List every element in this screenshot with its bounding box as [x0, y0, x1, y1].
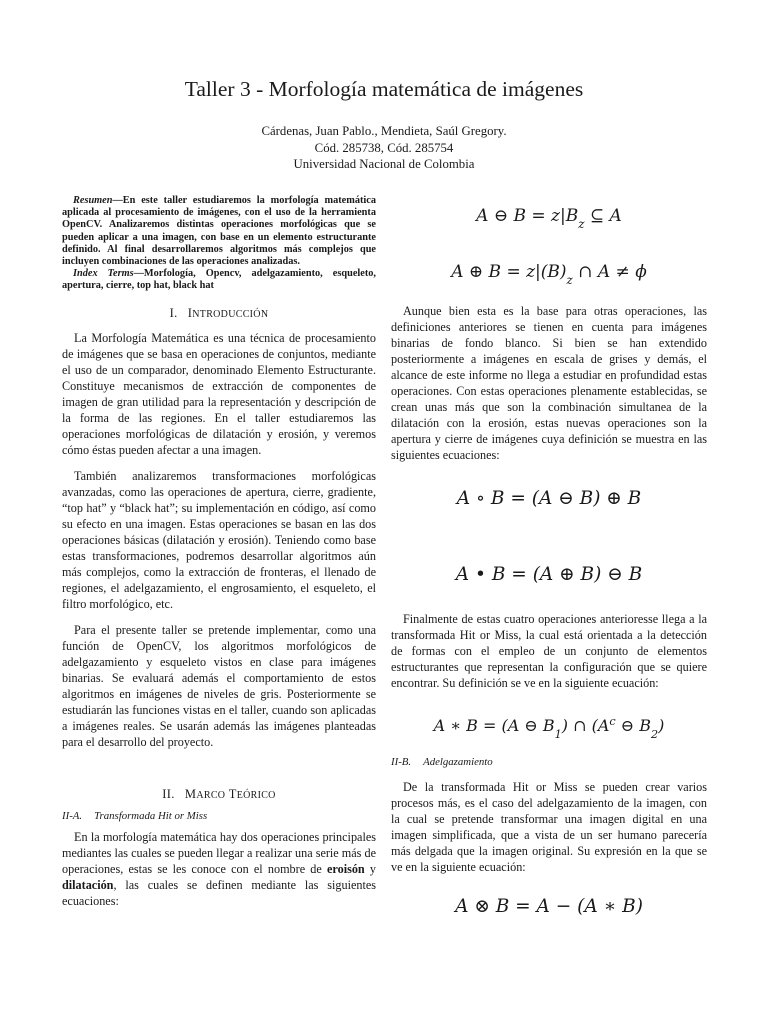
paragraph	[62, 829, 376, 909]
subsection-heading-hit-or-miss	[62, 809, 376, 823]
equation-text: A • B = (A ⊕ B) ⊖ B	[455, 564, 643, 585]
equation-dilation	[391, 257, 707, 287]
equation-text: A ⊗ B = A − (A ∗ B)	[455, 896, 643, 917]
paragraph: La Morfología Matemática es una técnica de procesamiento de imágenes que se basa en operaciones de conjuntos, mediante el uso de un comparador, denominado Elemento Estructurante. Constituye mecanismos de extracción de componentes de imagen de gran utilidad para la representación y descripción de la forma de las regiones. En el taller estudiaremos las operaciones morfológicas de dilatación y erosión, y veremos cómo éstas pueden afectar a una imagen.	[62, 330, 376, 457]
section-title-initial: M	[184, 786, 197, 801]
abstract-text: —En este taller estudiaremos la morfología matemática aplicada al procesamiento de imágenes, con el uso de la herramienta OpenCV. Analizaremos distintas operaciones morfológicas que se pueden aplicar a una imagen, con base en un elemento estructurante definido. Al final desarrollaremos algoritmos más complejos que incluyen combinaciones de las operaciones analizadas.	[62, 195, 376, 268]
bold-term: eroisón	[327, 861, 365, 876]
subsection-number: II-A.	[62, 809, 83, 822]
equation-thinning	[391, 891, 707, 921]
paragraph: Para el presente taller se pretende implementar, como una función de OpenCV, los algoritmos morfológicos de adelgazamiento y esqueleto vistos en clase para imágenes binarias. Se evaluará además el comportamiento de estos algoritmos en imágenes de niveles de gris. Posteriormente se estudiarán las funciones vistas en el taller, cuando son aplicadas a imágenes reales. Se usarán además las imágenes planteadas para el desarrollo del proyecto.	[62, 622, 376, 749]
abstract	[62, 195, 376, 293]
text-run: y	[364, 861, 377, 876]
hit-or-miss-definition-body	[391, 611, 707, 691]
equation-erosion-svg	[391, 201, 707, 231]
subsection-heading-adelgazamiento	[391, 755, 707, 769]
subsection-title: Transformada Hit or Miss	[94, 809, 208, 822]
equation-opening-svg	[391, 483, 707, 513]
equation-text: A ⊕ $B = z|(B)_z$ ∩ A ≠ ϕ	[451, 262, 647, 287]
author-names: Cárdenas, Juan Pablo., Mendieta, Saúl Gregory.	[261, 124, 507, 138]
section-title-initial: T	[228, 786, 237, 801]
introduccion-body	[62, 330, 376, 750]
author-block	[0, 123, 768, 173]
equation-dilation-svg	[391, 257, 707, 287]
paragraph: Aunque bien esta es la base para otras operaciones, las definiciones anteriores se tienen en cuenta para imágenes binarias de fondo blanco. Si bien se han extendido posteriormente a imágenes en escala de grises y demás, el alcance de este informe no llega a estudiar en profundidad estas operaciones. Con estas operaciones plenamente establecidas, se crean unas más que son la combinación simultanea de la dilatación con la erosión, estas nuevas operaciones son la apertura y cierre de imágenes cuya definición se muestra en las siguientes ecuaciones:	[391, 304, 707, 462]
section-title-rest: NTRODUCCIÓN	[192, 308, 269, 320]
bold-term: dilatación	[62, 877, 114, 892]
equation-text: A ∘ B = (A ⊖ B) ⊕ B	[456, 488, 642, 509]
author-affiliation: Universidad Nacional de Colombia	[293, 157, 475, 172]
hit-or-miss-body	[62, 829, 376, 909]
paper-title: Taller 3 - Morfología matemática de imágenes	[184, 77, 584, 101]
equation-hit-or-miss	[391, 711, 707, 741]
section-heading-introduccion	[62, 305, 376, 323]
paragraph: También analizaremos transformaciones morfológicas avanzadas, como las operaciones de apertura, cierre, gradiente, “top hat” y “black hat”; su implementación en código, así como su efecto en una imagen. Estas operaciones se basan en las dos operaciones básicas (dilatación y erosión). Teniendo como base estas transformaciones, podremos desarrollar algoritmos aún más complejos, como la extracción de fronteras, el llenado de regiones, el adelgazamiento, el engrosamiento, el esqueleto, el filtro morfológico, etc.	[62, 468, 376, 611]
paragraph: Finalmente de estas cuatro operaciones anterioresse llega a la transformada Hit or Miss, la cual está orientada a la detección de formas con el empleo de un conjunto de elementos estructurantes que representan la configuración que se quiere encontrar. Su definición se ve en la siguiente ecuación:	[391, 612, 707, 690]
equation-opening	[391, 483, 707, 513]
text-run: En la morfología matemática hay dos operaciones principales mediantes las cuales se pueden llegar a realizar una serie más de operaciones, estas se les conoce con el nombre de	[62, 829, 376, 876]
equation-erosion	[391, 201, 707, 231]
author-codes: Cód. 285738, Cód. 285754	[314, 140, 454, 155]
paragraph: De la transformada Hit or Miss se pueden crear varios procesos más, es el caso del adelgazamiento de la imagen, con la cual se pretende transformar una imagen digital en una imagen simplificada, que a vista de un ser humano parecería más delgada que la imagen original. Su expresión en la que se ve en la siguiente ecuación:	[391, 780, 707, 874]
index-terms-text: —Morfología, Opencv, adelgazamiento, esqueleto, apertura, cierre, top hat, black hat	[62, 268, 376, 292]
equation-text: A ∗ B = (A ⊖ $B_1$) ∩ ($A^c$ ⊖ $B_2$)	[433, 714, 665, 741]
abstract-paragraph	[62, 195, 376, 268]
section-title-rest: ARCO	[196, 789, 226, 801]
index-terms	[62, 268, 376, 292]
equation-closing	[391, 559, 707, 589]
equation-hit-or-miss-svg	[391, 711, 707, 741]
left-column	[62, 195, 376, 909]
equation-thinning-svg	[391, 891, 707, 921]
section-title-initial: I	[187, 305, 193, 320]
right-column	[391, 195, 707, 921]
subsection-title: Adelgazamiento	[423, 756, 493, 768]
equation-text: A ⊖ $B = z|B_z$ ⊆ A	[476, 206, 622, 231]
section-title-rest: EÓRICO	[236, 789, 276, 801]
text-run: , las cuales se definen mediante las siguientes ecuaciones:	[62, 877, 376, 908]
abstract-label: Resumen	[73, 195, 113, 206]
index-terms-label: Index Terms	[73, 268, 134, 280]
section-number: II.	[162, 786, 175, 801]
section-heading-marco-teorico	[62, 786, 376, 804]
equation-closing-svg	[391, 559, 707, 589]
adelgazamiento-body	[391, 779, 707, 875]
apertura-cierre-body	[391, 303, 707, 463]
subsection-number: II-B.	[391, 756, 412, 768]
section-number: I.	[169, 305, 178, 320]
